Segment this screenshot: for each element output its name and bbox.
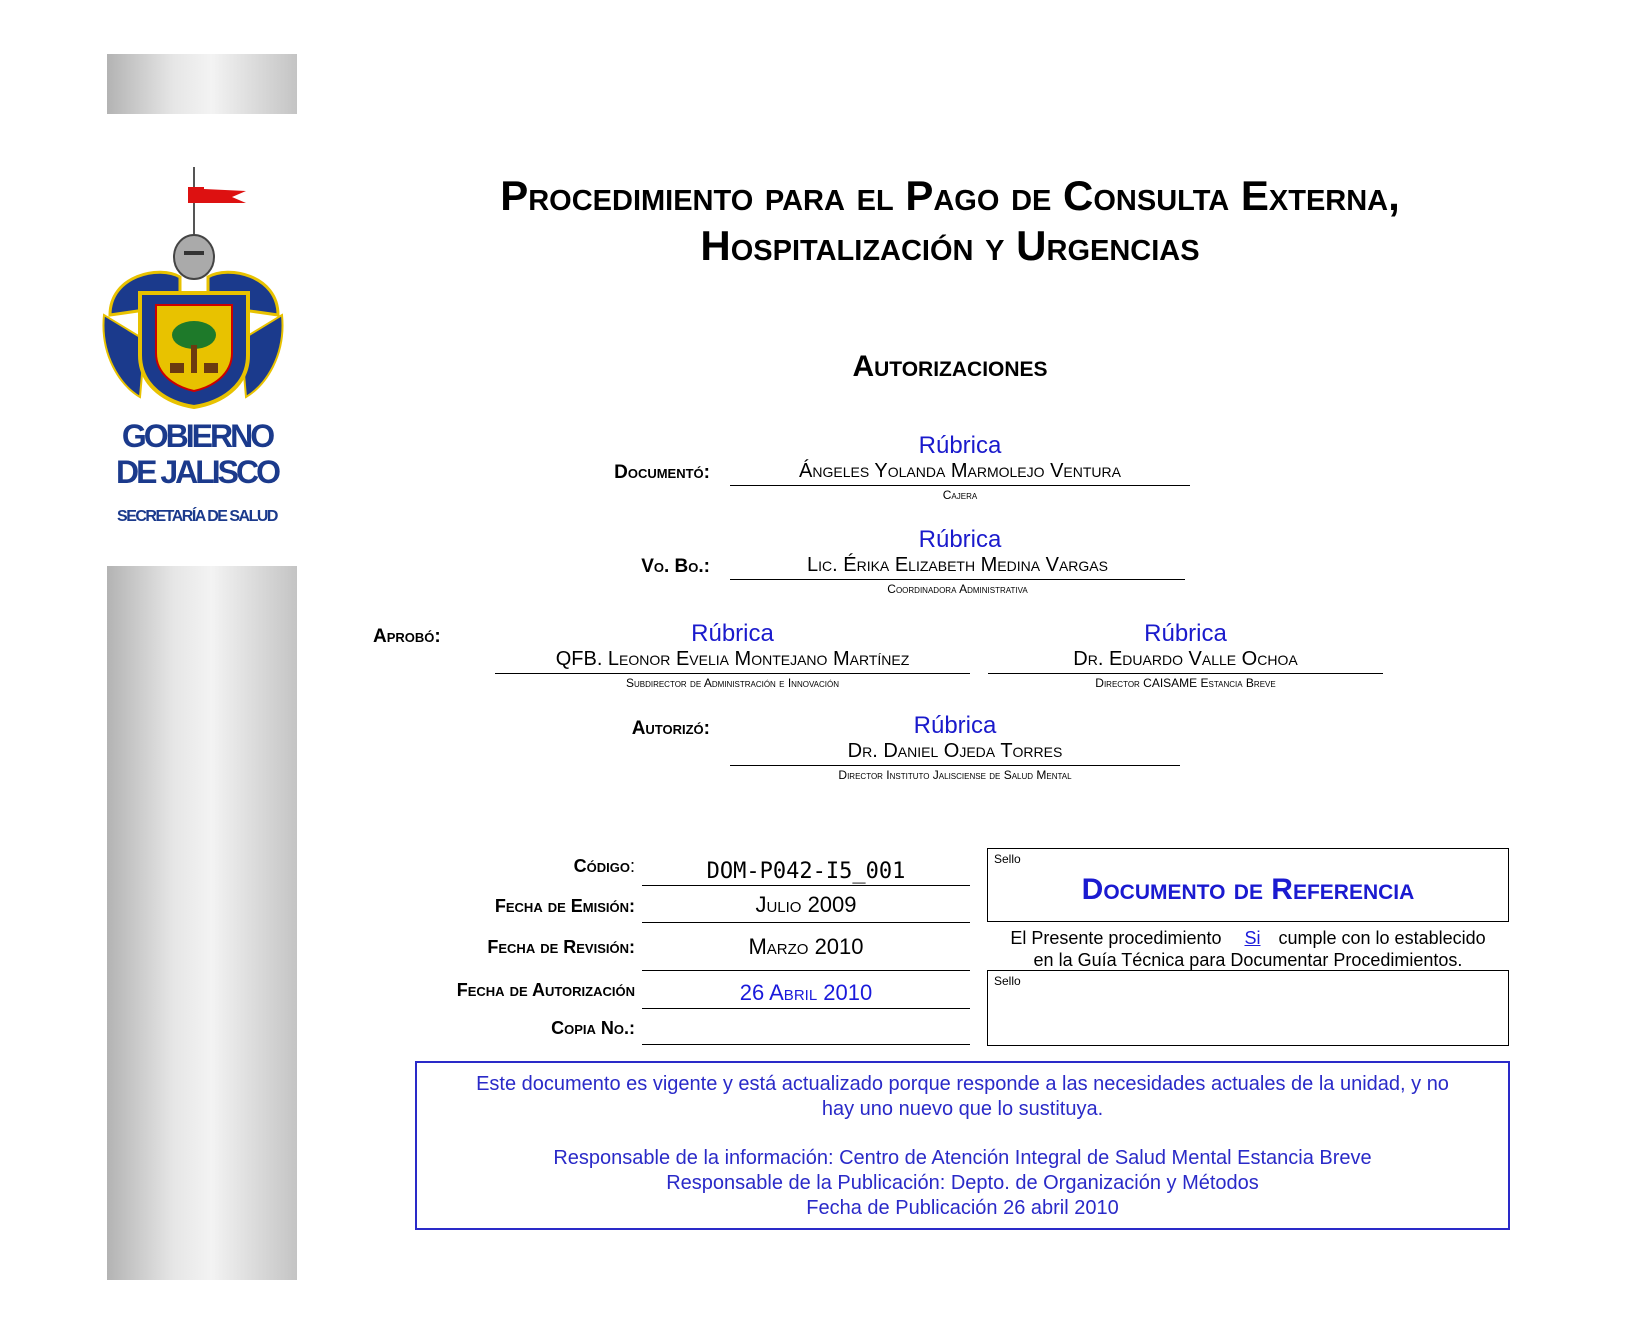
- document-reference-title: Documento de Referencia: [1081, 873, 1415, 906]
- aprobo1-name: QFB. Leonor Evelia Montejano Martínez: [495, 648, 970, 674]
- autorizo-role: Director Instituto Jalisciense de Salud Mental: [838, 768, 1072, 782]
- autorizo-label: Autorizó:: [631, 718, 710, 739]
- aprobo2-rubrica: Rúbrica: [1144, 620, 1227, 647]
- documento-label: Documentó:: [614, 462, 710, 483]
- section-heading: Autorizaciones: [852, 350, 1048, 383]
- page-title-line1: Procedimiento para el Pago de Consulta Externa,: [500, 172, 1400, 219]
- aprobo1-rubrica: Rúbrica: [691, 620, 774, 647]
- revision-label: Fecha de Revisión:: [487, 937, 635, 957]
- revision-value: Marzo 2010: [642, 934, 970, 971]
- aprobo2-name: Dr. Eduardo Valle Ochoa: [988, 648, 1383, 674]
- emision-value: Julio 2009: [642, 892, 970, 923]
- sello-label-bottom: Sello: [994, 974, 1021, 988]
- notice-line3: Responsable de la información: Centro de Atención Integral de Salud Mental Estancia Breve: [553, 1147, 1372, 1169]
- gov-name-line2: DE JALISCO: [115, 454, 279, 490]
- copia-label: Copia No.:: [551, 1018, 635, 1038]
- documento-name: Ángeles Yolanda Marmolejo Ventura: [730, 460, 1190, 486]
- sello-label-top: Sello: [994, 852, 1021, 866]
- vobo-label: Vo. Bo.:: [641, 556, 710, 577]
- sidebar-bar-top: [107, 54, 297, 114]
- gov-department: SECRETARÍA DE SALUD: [117, 508, 277, 525]
- notice-line5: Fecha de Publicación 26 abril 2010: [806, 1197, 1119, 1219]
- documento-role: Cajera: [942, 488, 978, 502]
- autorizacion-label: Fecha de Autorización: [456, 980, 635, 1000]
- codigo-label-text: Código: [573, 856, 630, 876]
- coat-of-arms-icon: [100, 165, 285, 410]
- vobo-role: Coordinadora Administrativa: [887, 582, 1028, 596]
- vobo-name: Lic. Érika Elizabeth Medina Vargas: [730, 554, 1185, 580]
- sidebar-bar-bottom: [107, 566, 297, 1280]
- autorizacion-value: 26 Abril 2010: [642, 980, 970, 1009]
- compliance-text-line1: [987, 928, 1509, 949]
- compliance-post: cumple con lo establecido: [1278, 928, 1486, 948]
- aprobo1-role: Subdirector de Administración e Innovación: [625, 676, 840, 690]
- validity-notice-box: [415, 1061, 1510, 1230]
- copia-value: [642, 1018, 970, 1045]
- codigo-label-colon: :: [629, 856, 635, 876]
- emision-label: Fecha de Emisión:: [494, 896, 635, 916]
- compliance-pre: El Presente procedimiento: [1010, 928, 1227, 948]
- notice-line4: Responsable de la Publicación: Depto. de Organización y Métodos: [666, 1172, 1259, 1194]
- documento-rubrica: Rúbrica: [918, 432, 1002, 459]
- aprobo2-role: Director CAISAME Estancia Breve: [1095, 676, 1276, 690]
- compliance-text-line2: en la Guía Técnica para Documentar Procedimientos.: [1033, 950, 1463, 970]
- notice-line1: Este documento es vigente y está actualizado porque responde a las necesidades actuales de la unidad, y no: [476, 1073, 1449, 1095]
- aprobo-label: Aprobó:: [373, 626, 441, 647]
- gov-name-line1: GOBIERNO: [121, 418, 273, 454]
- codigo-label: [400, 856, 635, 877]
- vobo-rubrica: Rúbrica: [918, 526, 1002, 553]
- notice-line2: hay uno nuevo que lo sustituya.: [821, 1098, 1104, 1120]
- sello-box-bottom: [987, 970, 1509, 1046]
- codigo-value: DOM-P042-I5_001: [642, 859, 970, 886]
- autorizo-rubrica: Rúbrica: [913, 712, 997, 739]
- compliance-si: Si: [1244, 928, 1261, 948]
- autorizo-name: Dr. Daniel Ojeda Torres: [730, 740, 1180, 766]
- sello-box-top: [987, 848, 1509, 922]
- page-title-line2: Hospitalización y Urgencias: [700, 222, 1200, 269]
